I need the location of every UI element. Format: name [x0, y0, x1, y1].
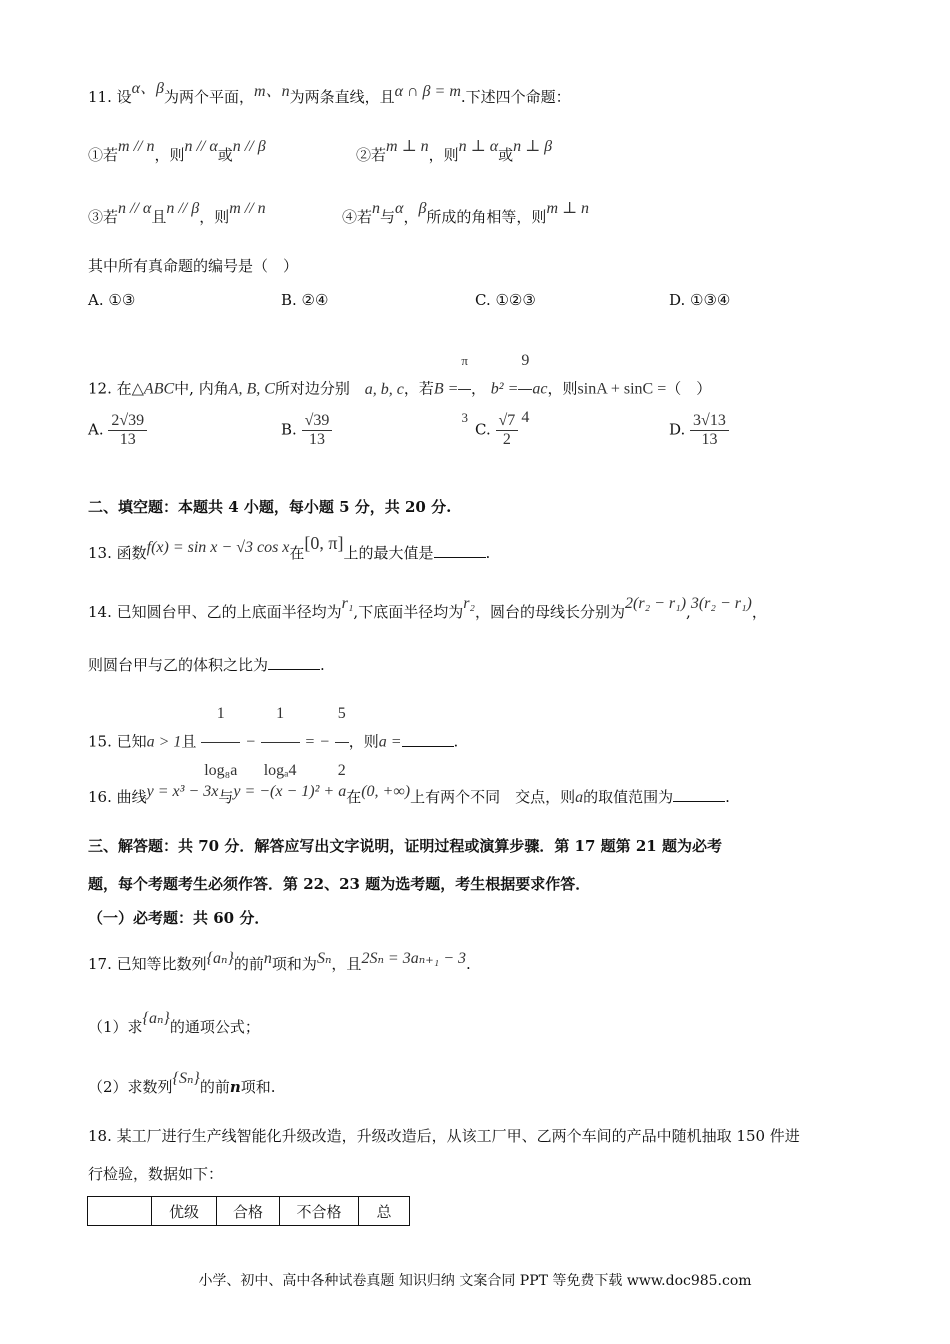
answer-blank — [268, 655, 320, 670]
q13: 13. 函数f(x) = sin x − √3 cos x在[0, π]上的最大值是 . — [88, 533, 491, 562]
fraction-pi-over-3: $\frac{\pi}{3}$ — [458, 333, 471, 446]
q11-option-c: C. ①②③ — [475, 291, 536, 309]
q11-proposition-4: ④若n与α，β所成的角相等，则m ⊥ n — [342, 200, 590, 226]
math-mn: m、n — [254, 83, 290, 100]
math-alpha-beta: α、β — [131, 80, 164, 97]
table-header-cell: 合格 — [217, 1197, 280, 1226]
page-footer: 小学、初中、高中各种试卷真题 知识归纳 文案合同 PPT 等免费下载 www.doc985.com — [198, 1273, 752, 1289]
q15: 15. 已知a > 1且 $\frac{1}{\text{log₈a}}$ − $\frac{1}{\text{logₐ4}}$ = − $\frac{5}{2}$ ，则a = . — [88, 686, 458, 742]
section-3-heading-line-1: 三、解答题：共 70 分．解答应写出文字说明，证明过程或演算步骤．第 17 题第 21 题为必考 — [88, 837, 722, 855]
q17-stem: 17. 已知等比数列{aₙ}的前n项和为Sₙ，且2Sₙ = 3aₙ₊₁ − 3. — [88, 950, 471, 973]
answer-blank — [434, 543, 486, 558]
section-3-heading-line-2: 题，每个考题考生必须作答．第 22、23 题为选考题，考生根据要求作答． — [88, 875, 591, 893]
q12-option-b: B. $\frac{√39}{13}$ — [281, 412, 332, 449]
q11-proposition-1: ①若m // n，则n // α或n // β — [88, 138, 266, 164]
q12-option-a: A. $\frac{2√39}{13}$ — [88, 412, 147, 449]
q11-proposition-2: ②若m ⊥ n，则n ⊥ α或n ⊥ β — [356, 138, 553, 164]
q12-stem: 12. 在△ABC中, 内角A, B, C所对边分别 a, b, c，若B = $\frac{\pi}{3}$ ， b² = $\frac{9}{4}$ ac，则sinA + sinC =（ ） — [88, 333, 711, 389]
q16: 16. 曲线y = x³ − 3x与y = −(x − 1)² + a在(0, +∞)上有两个不同 交点，则a的取值范围为 . — [88, 783, 730, 806]
q11-proposition-3: ③若n // α且n // β，则m // n — [88, 200, 266, 226]
q11-stem: 11. 设α、β为两个平面，m、n为两条直线，且α ∩ β = m.下述四个命题： — [88, 80, 571, 106]
q17-part-2: （2）求数列{Sₙ}的前n项和. — [88, 1070, 276, 1096]
q18-line-1: 18. 某工厂进行生产线智能化升级改造，升级改造后，从该工厂甲、乙两个车间的产品中随机抽取 150 件进 — [88, 1127, 800, 1145]
table-header-cell — [88, 1197, 152, 1226]
answer-blank — [673, 787, 725, 802]
table-header-cell: 优级 — [152, 1197, 217, 1226]
math-intersection: α ∩ β = m — [394, 83, 461, 100]
q18-data-table — [87, 1196, 410, 1226]
section-2-heading: 二、填空题：本题共 4 小题，每小题 5 分，共 20 分. — [88, 498, 452, 516]
q17-part-1: （1）求{aₙ}的通项公式； — [88, 1010, 260, 1036]
q11-option-d: D. ①③④ — [669, 291, 731, 309]
fraction-9-over-4: $\frac{9}{4}$ — [518, 333, 532, 446]
q11-option-b: B. ②④ — [281, 291, 329, 309]
q18-line-2: 行检验，数据如下： — [88, 1165, 224, 1183]
q11-ask: 其中所有真命题的编号是（ ） — [88, 257, 299, 275]
q12-option-d: D. $\frac{3√13}{13}$ — [669, 412, 729, 449]
math-triangle: △ABC — [131, 380, 175, 398]
answer-blank — [402, 732, 454, 747]
q14-line-2: 则圆台甲与乙的体积之比为 . — [88, 656, 325, 674]
q12-option-c: C. $\frac{√7}{2}$ — [475, 412, 518, 449]
table-header-row — [88, 1197, 410, 1226]
table-header-cell: 不合格 — [280, 1197, 359, 1226]
table-header-cell: 总 — [359, 1197, 410, 1226]
q11-option-a: A. ①③ — [88, 291, 136, 309]
q14-line-1: 14. 已知圆台甲、乙的上底面半径均为r₁,下底面半径均为r₂，圆台的母线长分别为2(r₂ − r₁),3(r₂ − r₁)， — [88, 595, 767, 621]
section-3-subheading: （一）必考题：共 60 分． — [88, 909, 270, 927]
